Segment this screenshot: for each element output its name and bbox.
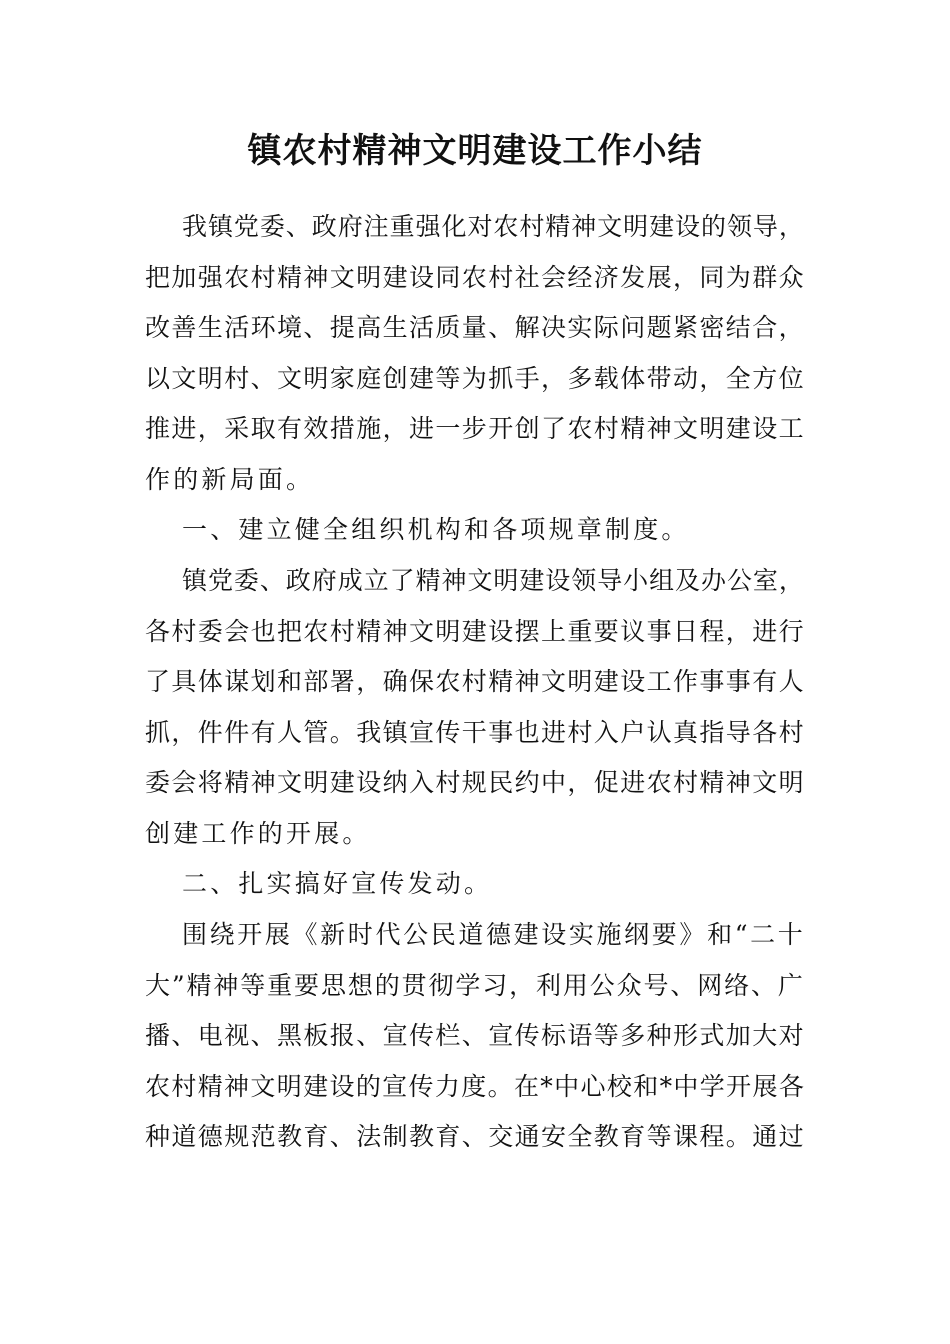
text-line: 了具体谋划和部署，确保农村精神文明建设工作事事有人	[145, 667, 806, 696]
section-heading-1	[145, 505, 805, 556]
text-line: 作的新局面。	[145, 464, 315, 494]
text-line: 大”精神等重要思想的贯彻学习，利用公众号、网络、广	[145, 970, 805, 1000]
text-line: 改善生活环境、提高生活质量、解决实际问题紧密结合，	[145, 313, 806, 342]
text-line: 抓，件件有人管。我镇宣传干事也进村入户认真指导各村	[145, 717, 806, 747]
text-line: 播、电视、黑板报、宣传栏、宣传标语等多种形式加大对	[145, 1021, 806, 1050]
section-heading-text: 一、建立健全组织机构和各项规章制度。	[182, 515, 690, 544]
paragraph-publicity	[145, 910, 805, 1163]
paragraph-organization	[145, 556, 805, 859]
text-line: 推进，采取有效措施，进一步开创了农村精神文明建设工	[145, 414, 806, 443]
section-heading-text: 二、扎实搞好宣传发动。	[182, 869, 493, 898]
text-line: 把加强农村精神文明建设同农村社会经济发展，同为群众	[145, 262, 806, 292]
text-line: 镇党委、政府成立了精神文明建设领导小组及办公室，	[182, 566, 805, 595]
text-line: 种道德规范教育、法制教育、交通安全教育等课程。通过	[145, 1122, 806, 1151]
text-line: 委会将精神文明建设纳入村规民约中，促进农村精神文明	[145, 768, 806, 797]
text-line: 创建工作的开展。	[145, 818, 371, 848]
section-heading-2	[145, 859, 805, 910]
document-title: 镇农村精神文明建设工作小结	[247, 131, 703, 171]
text-line: 我镇党委、政府注重强化对农村精神文明建设的领导，	[182, 212, 805, 241]
paragraph-intro	[145, 202, 805, 505]
text-line: 农村精神文明建设的宣传力度。在*中心校和*中学开展各	[145, 1071, 806, 1101]
text-line: 各村委会也把农村精神文明建设摆上重要议事日程，进行	[145, 616, 806, 646]
text-line: 以文明村、文明家庭创建等为抓手，多载体带动，全方位	[145, 363, 806, 393]
text-line: 围绕开展《新时代公民道德建设实施纲要》和“二十	[182, 920, 806, 949]
